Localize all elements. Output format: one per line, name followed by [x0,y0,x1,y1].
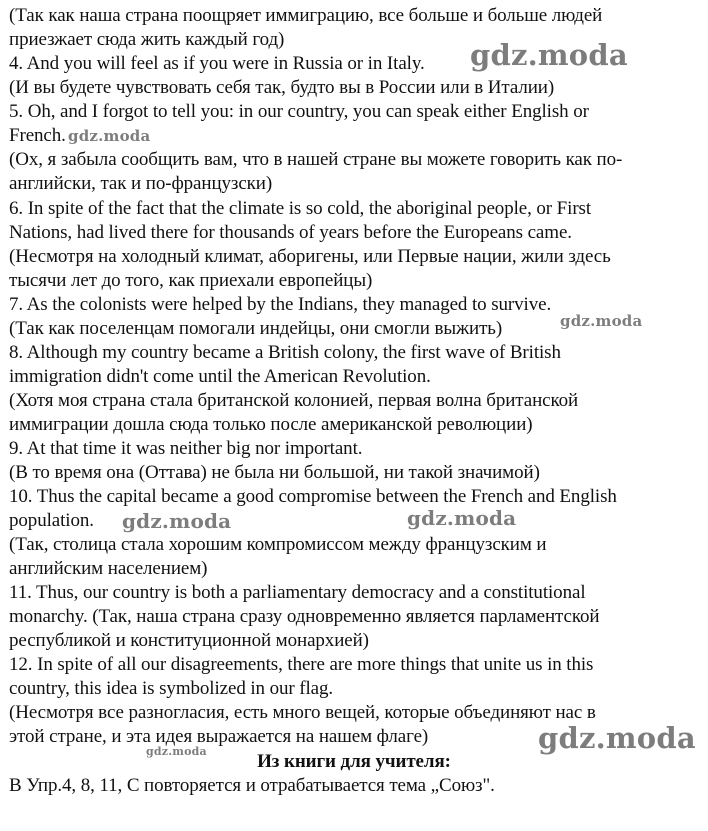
text-line: country, this idea is symbolized in our flag. [9,678,334,699]
text-line: (Несмотря все разногласия, есть много вещей, которые объединяют нас в [9,702,596,723]
text-line: monarchy. (Так, наша страна сразу одновременно является парламентской [9,606,600,627]
text-line: 5. Oh, and I forgot to tell you: in our country, you can speak either English or [9,101,589,122]
text-line: (И вы будете чувствовать себя так, будто вы в России или в Италии) [9,77,555,98]
watermark-logo: gdz.moda [122,509,232,533]
text-line: (Несмотря на холодный климат, аборигены, или Первые нации, жили здесь [9,246,611,267]
watermark-logo: gdz.moda [560,312,643,330]
text-line: этой стране, и эта идея выражается на нашем флаге) [9,726,429,747]
text-line: immigration didn't come until the American Revolution. [9,366,431,387]
watermark-logo: gdz.moda [146,745,207,758]
text-line: 11. Thus, our country is both a parliamentary democracy and a constitutional [9,582,586,603]
text-line: (В то время она (Оттава) не была ни большой, ни такой значимой) [9,462,540,483]
text-line: 12. In spite of all our disagreements, there are more things that unite us in this [9,654,594,675]
watermark-logo: gdz.moda [470,38,628,72]
text-line: French. [9,125,66,146]
teacher-book-heading: Из книги для учителя: [257,751,451,772]
text-line: (Хотя моя страна стала британской колонией, первая волна британской [9,390,579,411]
text-line: английски, так и по-французски) [9,173,273,194]
teacher-note: В Упр.4, 8, 11, С повторяется и отрабатывается тема „Союз". [9,775,495,796]
text-line: (Так, столица стала хорошим компромиссом между французским и [9,534,547,555]
text-line: приезжает сюда жить каждый год) [9,29,285,50]
text-line: (Так как поселенцам помогали индейцы, они смогли выжить) [9,318,503,339]
text-line: 9. At that time it was neither big nor important. [9,438,363,459]
text-line: (Так как наша страна поощряет иммиграцию, все больше и больше людей [9,5,603,26]
text-line: 4. And you will feel as if you were in Russia or in Italy. [9,53,425,74]
text-line: республикой и конституционной монархией) [9,630,369,651]
text-line: 10. Thus the capital became a good compromise between the French and English [9,486,617,507]
text-line: английским населением) [9,558,208,579]
text-line: 6. In spite of the fact that the climate is so cold, the aboriginal people, or First [9,198,592,219]
watermark-logo: gdz.moda [538,721,696,755]
text-line: тысячи лет до того, как приехали европейцы) [9,270,373,291]
text-line: 7. As the colonists were helped by the Indians, they managed to survive. [9,294,552,315]
text-line: 8. Although my country became a British colony, the first wave of British [9,342,561,363]
text-line: (Ох, я забыла сообщить вам, что в нашей стране вы можете говорить как по- [9,149,623,170]
watermark-logo: gdz.moda [407,506,517,530]
text-line: Nations, had lived there for thousands of years before the Europeans came. [9,222,572,243]
text-line: population. [9,510,94,531]
watermark-logo: gdz.moda [68,127,151,145]
text-line: иммиграции дошла сюда только после американской революции) [9,414,533,435]
